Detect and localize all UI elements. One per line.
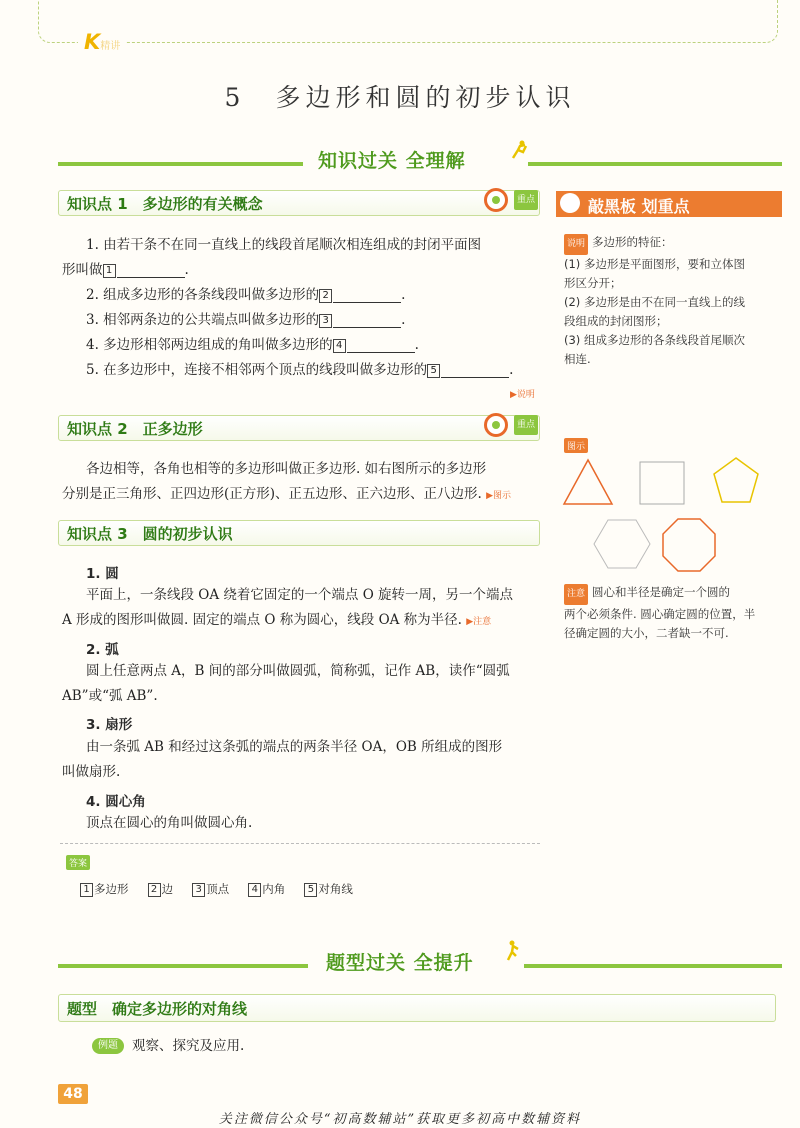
target-icon [484,413,508,437]
blank-1[interactable] [117,263,185,278]
brand-logo: K精讲 [78,30,126,54]
example-text: 观察、探究及应用. [132,1038,245,1054]
chapter-number: 5 [224,83,246,112]
link-attention[interactable]: ▶注意 [466,617,492,627]
banner-line-left [58,964,308,968]
answer-box-5: 5 [427,364,440,378]
answer-item: 4 内角 [248,882,285,896]
kp3-circle-line-1: 平面上，一条线段 OA 绕着它固定的一个端点 O 旋转一周，另一个端点 [86,587,514,603]
runner-figure-icon [504,940,520,958]
kp3-sector-line-2: 叫做扇形. [62,764,121,780]
kp3-heading-central-angle: 4. 圆心角 [86,794,146,810]
answer-box-1: 1 [103,264,116,278]
key-badge: 重点 [514,190,538,210]
banner-line-right [524,964,782,968]
example-tag: 例题 [92,1038,124,1054]
kp3-circle-line-2: A 形成的图形叫做圆. 固定的端点 O 称为圆心，线段 OA 称为半径. ▶注意 [62,612,492,628]
target-icon [484,188,508,212]
answer-item: 2 边 [148,882,174,896]
kp1-item-1-cont: 形叫做 1 . [62,262,189,278]
question-type-header: 题型 确定多边形的对角线 [58,994,776,1022]
kp2-line-1: 各边相等，各角也相等的多边形叫做正多边形. 如右图所示的多边形 [86,461,487,477]
kp3-heading-arc: 2. 弧 [86,642,119,658]
kp3-arc-line-2: AB”或“弧 AB”. [62,688,158,704]
kp1-item-4: 4. 多边形相邻两边组成的角叫做多边形的 4 . [86,337,419,353]
kp1-item-3: 3. 相邻两条边的公共端点叫做多边形的 3 . [86,312,406,328]
knowledge-point-2-header: 知识点 2 正多边形 [58,415,540,441]
regular-pentagon [714,458,758,502]
regular-octagon [663,519,715,571]
blank-2[interactable] [333,288,401,303]
section-question-type-title: 题型过关 全提升 [326,952,474,974]
regular-triangle [564,460,612,504]
answer-item: 5 对角线 [304,882,353,896]
section-knowledge-title: 知识过关 全理解 [318,150,466,172]
kp3-heading-circle: 1. 圆 [86,566,119,582]
page-number: 48 [58,1084,88,1104]
runner-figure-icon [510,140,526,158]
blank-3[interactable] [333,313,401,328]
footer-note: 关注微信公众号“初高数辅站”获取更多初高中数辅资料 [218,1112,582,1127]
chapter-title [0,78,800,114]
blank-5[interactable] [441,363,509,378]
sidebar-banner: 敲黑板 划重点 [556,191,782,217]
answer-list [80,878,367,897]
regular-polygons-figure [556,452,786,582]
link-figure[interactable]: ▶图示 [486,491,512,501]
attention-tag: 注意 [564,584,588,605]
header-frame [38,0,778,43]
regular-hexagon [594,520,650,568]
banner-line-right [528,162,782,166]
kp3-heading-sector: 3. 扇形 [86,717,133,733]
sidebar-attention: 注意 圆心和半径是确定一个圆的 两个必须条件. 圆心确定圆的位置，半 径确定圆的大小，二者缺一不可. [564,585,756,640]
sidebar-note: 说明 多边形的特征： (1) 多边形是平面图形，要和立体图 形区分开； (2) 多边形是由不在同一直线上的线 段组成的封闭图形； (3) 组成多边形的各条线段首尾顺次 相连. [564,235,745,366]
knowledge-point-1-header: 知识点 1 多边形的有关概念 [58,190,540,216]
kp3-arc-line-1: 圆上任意两点 A，B 间的部分叫做圆弧，简称弧，记作 AB，读作“圆弧 [86,663,510,679]
answer-item: 1 多边形 [80,882,129,896]
teacher-icon [560,193,580,213]
figure-tag: 图示 [564,434,592,453]
answer-box-2: 2 [319,289,332,303]
knowledge-point-3-header: 知识点 3 圆的初步认识 [58,520,540,546]
kp1-item-2: 2. 组成多边形的各条线段叫做多边形的 2 . [86,287,406,303]
kp3-central-angle-text: 顶点在圆心的角叫做圆心角. [86,815,253,831]
kp3-sector-line-1: 由一条弧 AB 和经过这条弧的端点的两条半径 OA，OB 所组成的图形 [86,739,503,755]
key-badge: 重点 [514,415,538,435]
kp1-item-1: 1. 由若干条不在同一直线上的线段首尾顺次相连组成的封闭平面图 [86,237,482,253]
note-tag: 说明 [564,234,588,255]
answer-box-4: 4 [333,339,346,353]
chapter-name: 多边形和圆的初步认识 [275,83,576,112]
answer-label: 答案 [66,851,94,870]
regular-square [640,462,684,504]
banner-line-left [58,162,303,166]
answer-box-3: 3 [319,314,332,328]
link-explanation[interactable]: ▶说明 [510,390,535,400]
kp1-item-5: 5. 在多边形中，连接不相邻两个顶点的线段叫做多边形的 5 . [86,362,514,378]
blank-4[interactable] [347,338,415,353]
kp2-line-2: 分别是正三角形、正四边形(正方形)、正五边形、正六边形、正八边形. ▶图示 [62,486,512,502]
answer-item: 3 顶点 [192,882,229,896]
